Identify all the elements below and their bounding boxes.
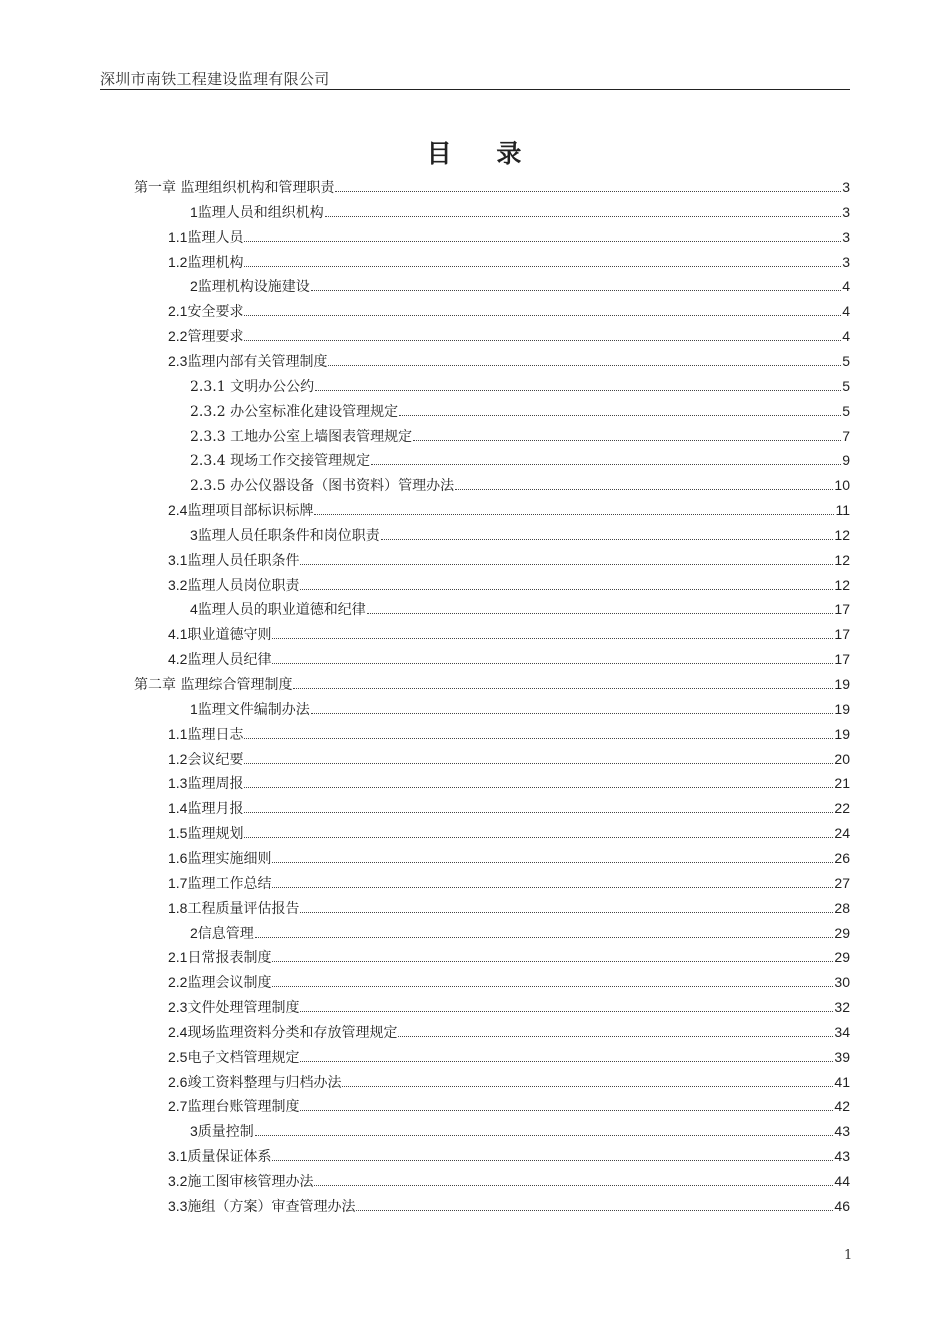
toc-entry[interactable] (168, 225, 850, 250)
dot-leader (244, 837, 833, 838)
toc-entry-label: 监理日志 (187, 726, 244, 743)
toc-entry-page: 43 (834, 1148, 850, 1165)
toc-entry-label: 日常报表制度 (187, 950, 272, 967)
toc-entry[interactable] (168, 945, 850, 970)
toc-entry-label: 2.3.2 办公室标准化建设管理规定 (190, 403, 399, 420)
toc-entry-page: 32 (834, 999, 850, 1016)
dot-leader (381, 539, 834, 540)
toc-entry-label: 竣工资料整理与归档办法 (187, 1074, 342, 1091)
toc-entry[interactable] (168, 647, 850, 672)
toc-entry-page: 3 (842, 179, 850, 195)
toc-entry-label: 监理人员 (187, 229, 244, 246)
dot-leader (325, 216, 841, 217)
page-number: 1 (844, 1248, 853, 1263)
toc-entry[interactable] (190, 921, 850, 946)
toc-entry-label: 现场监理资料分类和存放管理规定 (187, 1024, 398, 1041)
toc-entry-number: 2.1 (168, 303, 188, 320)
toc-entry-number: 4 (190, 601, 198, 618)
toc-entry-label: 职业道德守则 (187, 627, 272, 644)
toc-entry-label: 施组（方案）审查管理办法 (187, 1198, 356, 1215)
dot-leader (244, 266, 841, 267)
toc-entry-label: 2.3.3 工地办公室上墙图表管理规定 (190, 428, 413, 445)
dot-leader (371, 464, 841, 465)
toc-entry-label: 会议纪要 (187, 751, 244, 768)
toc-entry-page: 12 (834, 576, 850, 593)
toc-entry-number: 3.1 (168, 1148, 188, 1165)
toc-entry-page: 39 (834, 1048, 850, 1065)
toc-entry[interactable] (190, 424, 850, 449)
toc-entry-page: 19 (834, 725, 850, 742)
toc-entry-number: 2.4 (168, 502, 188, 519)
toc-entry[interactable] (190, 1119, 850, 1144)
dot-leader (244, 763, 833, 764)
toc-entry-page: 29 (834, 949, 850, 966)
toc-entry-label: 监理人员任职条件 (187, 552, 300, 569)
toc-entry-label: 工程质量评估报告 (187, 900, 300, 917)
toc-entry[interactable] (168, 970, 850, 995)
dot-leader (272, 887, 833, 888)
toc-entry-page: 4 (842, 278, 850, 295)
toc-entry-label: 监理机构 (187, 254, 244, 271)
toc-entry[interactable] (168, 299, 850, 324)
dot-leader (335, 191, 841, 192)
toc-entry-page: 5 (842, 402, 850, 419)
toc-entry-page: 24 (834, 825, 850, 842)
toc-entry-number: 2.6 (168, 1073, 188, 1090)
toc-entry[interactable] (190, 399, 850, 424)
toc-entry-page: 42 (834, 1098, 850, 1115)
toc-entry-number: 1.3 (168, 775, 188, 792)
toc-entry-number: 3 (190, 526, 198, 543)
dot-leader (399, 415, 841, 416)
toc-entry-page: 12 (834, 551, 850, 568)
toc-entry-number: 4.1 (168, 626, 188, 643)
toc-entry-label: 监理人员岗位职责 (187, 577, 300, 594)
toc-entry[interactable] (168, 498, 850, 523)
dot-leader (244, 340, 841, 341)
toc-entry[interactable] (168, 324, 850, 349)
toc-entry-number: 3.2 (168, 1173, 188, 1189)
toc-entry-page: 21 (834, 775, 850, 792)
toc-entry-page: 26 (834, 849, 850, 866)
toc-entry-label: 监理内部有关管理制度 (187, 353, 328, 370)
toc-entry-label: 文件处理管理制度 (187, 1000, 300, 1017)
header-divider (100, 89, 850, 90)
toc-entry-number: 3.3 (168, 1197, 188, 1214)
toc-entry[interactable] (168, 548, 850, 573)
dot-leader (311, 713, 834, 714)
toc-entry[interactable] (190, 200, 850, 225)
toc-entry[interactable] (168, 771, 850, 796)
dot-leader (272, 1160, 833, 1161)
dot-leader (272, 663, 833, 664)
toc-entry-label: 监理周报 (187, 776, 244, 793)
toc-entry[interactable] (168, 722, 850, 747)
toc-entry-page: 3 (842, 203, 850, 220)
toc-entry-page: 44 (834, 1173, 850, 1189)
toc-entry-page: 34 (834, 1023, 850, 1040)
dot-leader (272, 638, 833, 639)
toc-entry-number: 1.2 (168, 750, 188, 767)
dot-leader (300, 912, 833, 913)
toc-entry-page: 22 (834, 800, 850, 817)
toc-entry-label: 2.3.4 现场工作交接管理规定 (190, 453, 371, 470)
dot-leader (300, 589, 833, 590)
dot-leader (300, 1061, 833, 1062)
toc-entry[interactable] (168, 846, 850, 871)
toc-entry-number: 3 (190, 1123, 198, 1140)
dot-leader (314, 514, 834, 515)
toc-entry-label: 第二章 监理综合管理制度 (134, 677, 293, 693)
toc-entry-label: 监理实施细则 (187, 850, 272, 867)
dot-leader (413, 440, 841, 441)
toc-entry-page: 30 (834, 974, 850, 991)
toc-entry-label: 监理人员的职业道德和纪律 (197, 602, 366, 619)
toc-entry-number: 2.5 (168, 1048, 188, 1065)
toc-entry[interactable] (168, 622, 850, 647)
toc-entry-page: 3 (842, 253, 850, 270)
toc-entry-label: 监理台账管理制度 (187, 1099, 300, 1116)
toc-entry-label: 监理机构设施建设 (197, 279, 310, 296)
toc-entry[interactable] (168, 1094, 850, 1119)
toc-entry-number: 3.1 (168, 551, 188, 568)
dot-leader (244, 787, 833, 788)
toc-entry-page: 43 (834, 1123, 850, 1140)
toc-entry[interactable] (168, 995, 850, 1020)
dot-leader (244, 241, 841, 242)
dot-leader (300, 1110, 833, 1111)
toc-entry-label: 监理文件编制办法 (197, 701, 310, 718)
toc-entry-label: 质量控制 (197, 1124, 254, 1141)
toc-entry[interactable] (168, 1144, 850, 1169)
toc-entry-number: 1.8 (168, 899, 188, 916)
toc-entry-page: 5 (842, 377, 850, 394)
toc-entry[interactable] (168, 573, 850, 598)
dot-leader (293, 688, 833, 689)
toc-entry[interactable] (134, 672, 850, 697)
toc-entry-label: 监理项目部标识标牌 (187, 503, 314, 520)
toc-entry[interactable] (168, 1169, 850, 1194)
toc-entry-page: 9 (842, 452, 850, 469)
toc-entry-page: 19 (834, 700, 850, 717)
toc-entry-number: 2 (190, 924, 198, 941)
toc-entry-page: 19 (834, 676, 850, 692)
toc-entry-number: 1 (190, 700, 198, 717)
toc-entry[interactable] (168, 871, 850, 896)
document-header: 深圳市南铁工程建设监理有限公司 (100, 70, 330, 88)
toc-entry[interactable] (168, 349, 850, 374)
toc-entry-number: 1.1 (168, 725, 188, 742)
toc-entry-page: 5 (842, 352, 850, 369)
dot-leader (255, 1135, 834, 1136)
toc-entry-label: 质量保证体系 (187, 1149, 272, 1166)
toc-entry-page: 17 (834, 626, 850, 643)
toc-entry[interactable] (168, 796, 850, 821)
toc-entry-number: 2 (190, 278, 198, 295)
toc-entry-label: 2.3.5 办公仪器设备（图书资料）管理办法 (190, 478, 455, 495)
toc-entry-page: 20 (834, 750, 850, 767)
toc-entry-number: 2.4 (168, 1023, 188, 1040)
toc-entry[interactable] (168, 1070, 850, 1095)
toc-entry-page: 29 (834, 924, 850, 941)
toc-entry[interactable] (168, 747, 850, 772)
toc-entry-label: 监理人员和组织机构 (197, 204, 324, 221)
toc-entry-number: 2.2 (168, 974, 188, 991)
toc-entry[interactable] (168, 1194, 850, 1219)
toc-entry-label: 第一章 监理组织机构和管理职责 (134, 180, 335, 196)
dot-leader (342, 1086, 833, 1087)
dot-leader (300, 564, 833, 565)
toc-entry[interactable] (168, 1045, 850, 1070)
dot-leader (311, 290, 841, 291)
toc-entry-page: 46 (834, 1197, 850, 1214)
dot-leader (455, 489, 833, 490)
dot-leader (300, 1011, 833, 1012)
toc-entry[interactable] (168, 1020, 850, 1045)
toc-entry-label: 监理工作总结 (187, 875, 272, 892)
toc-entry-label: 监理人员任职条件和岗位职责 (197, 527, 380, 544)
dot-leader (367, 613, 834, 614)
toc-entry-label: 安全要求 (187, 304, 244, 321)
dot-leader (272, 986, 833, 987)
toc-entry[interactable] (190, 473, 850, 498)
toc-entry[interactable] (190, 697, 850, 722)
toc-entry-label: 监理人员纪律 (187, 652, 272, 669)
toc-entry-label: 监理会议制度 (187, 975, 272, 992)
toc-entry[interactable] (190, 597, 850, 622)
toc-entry-label: 施工图审核管理办法 (187, 1174, 314, 1190)
toc-entry-number: 1.2 (168, 253, 188, 270)
toc-entry[interactable] (190, 523, 850, 548)
toc-entry-number: 2.1 (168, 949, 188, 966)
toc-entry-label: 2.3.1 文明办公公约 (190, 378, 315, 395)
toc-entry[interactable] (190, 274, 850, 299)
toc-entry-page: 17 (834, 651, 850, 668)
dot-leader (315, 390, 841, 391)
toc-entry-page: 27 (834, 874, 850, 891)
toc-entry-number: 1 (190, 203, 198, 220)
toc-entry-page: 10 (834, 477, 850, 494)
toc-entry[interactable] (134, 175, 850, 200)
toc-entry-label: 信息管理 (197, 925, 254, 942)
toc-entry-number: 4.2 (168, 651, 188, 668)
toc-entry[interactable] (190, 374, 850, 399)
toc-entry[interactable] (190, 448, 850, 473)
toc-entry-number: 2.3 (168, 999, 188, 1016)
toc-entry-number: 3.2 (168, 576, 188, 593)
dot-leader (398, 1036, 833, 1037)
toc-entry-page: 4 (842, 328, 850, 345)
toc-entry-number: 1.7 (168, 874, 188, 891)
toc-entry-number: 1.1 (168, 228, 188, 245)
toc-entry-page: 4 (842, 303, 850, 320)
toc-entry-label: 电子文档管理规定 (187, 1049, 300, 1066)
toc-entry-number: 2.2 (168, 328, 188, 345)
toc-entry-number: 1.4 (168, 800, 188, 817)
dot-leader (244, 812, 833, 813)
dot-leader (314, 1185, 833, 1186)
toc-entry-page: 7 (842, 427, 850, 444)
toc-entry-number: 2.7 (168, 1098, 188, 1115)
toc-entry[interactable] (168, 821, 850, 846)
toc-entry-number: 1.5 (168, 825, 188, 842)
toc-entry-label: 监理规划 (187, 826, 244, 843)
toc-entry-page: 11 (835, 502, 850, 519)
toc-entry-page: 28 (834, 899, 850, 916)
dot-leader (244, 738, 833, 739)
toc-entry-number: 2.3 (168, 352, 188, 369)
dot-leader (255, 937, 834, 938)
toc-entry-label: 监理月报 (187, 801, 244, 818)
toc-entry-page: 3 (842, 228, 850, 245)
dot-leader (328, 365, 841, 366)
dot-leader (272, 961, 833, 962)
toc-title: 目 录 (426, 139, 524, 168)
toc-entry[interactable] (168, 250, 850, 275)
toc-entry-page: 12 (834, 526, 850, 543)
dot-leader (356, 1210, 833, 1211)
toc-entry-number: 1.6 (168, 849, 188, 866)
toc-entry-page: 17 (834, 601, 850, 618)
dot-leader (272, 862, 833, 863)
toc-entry-label: 管理要求 (187, 329, 244, 346)
dot-leader (244, 315, 841, 316)
toc-entry-page: 41 (834, 1073, 850, 1090)
toc-entry[interactable] (168, 896, 850, 921)
